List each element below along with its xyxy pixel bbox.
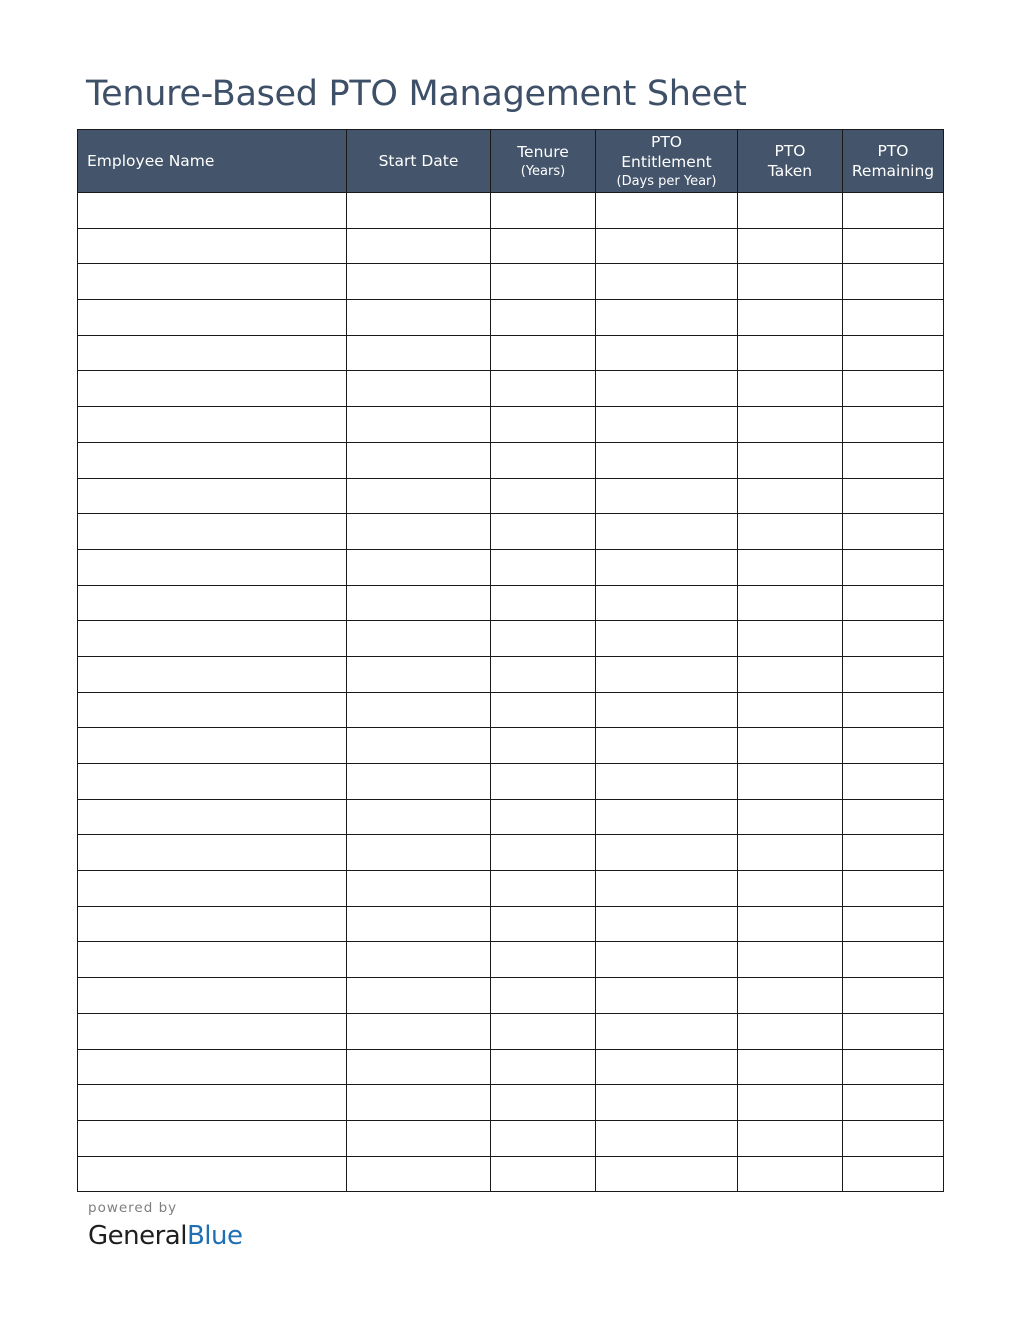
header-label-line2: Entitlement: [621, 152, 712, 171]
brand-name-part2: Blue: [186, 1221, 243, 1251]
table-cell-pto-remaining[interactable]: [843, 1013, 944, 1049]
table-cell-start-date[interactable]: [347, 978, 491, 1014]
table-cell-start-date[interactable]: [347, 799, 491, 835]
table-cell-pto-taken[interactable]: [738, 978, 843, 1014]
brand-name-part1: General: [88, 1221, 187, 1251]
table-cell-pto-remaining[interactable]: [843, 407, 944, 443]
table-cell-pto-remaining[interactable]: [843, 514, 944, 550]
table-cell-pto-taken[interactable]: [738, 264, 843, 300]
table-row: [78, 264, 944, 300]
table-cell-pto-remaining[interactable]: [843, 764, 944, 800]
table-cell-pto-taken[interactable]: [738, 906, 843, 942]
table-cell-employee-name[interactable]: [78, 942, 347, 978]
table-cell-employee-name[interactable]: [78, 764, 347, 800]
table-cell-pto-remaining[interactable]: [843, 942, 944, 978]
brand-logo: [88, 1218, 243, 1254]
table-cell-tenure[interactable]: [491, 692, 596, 728]
table-cell-employee-name[interactable]: [78, 871, 347, 907]
table-cell-pto-taken[interactable]: [738, 585, 843, 621]
table-cell-pto-remaining[interactable]: [843, 478, 944, 514]
header-sublabel: (Years): [520, 163, 566, 179]
table-row: [78, 228, 944, 264]
table-row: [78, 835, 944, 871]
header-row: [78, 130, 944, 193]
table-cell-pto-entitlement[interactable]: [596, 371, 738, 407]
table-cell-start-date[interactable]: [347, 193, 491, 229]
table-cell-employee-name[interactable]: [78, 978, 347, 1014]
table-cell-pto-remaining[interactable]: [843, 300, 944, 336]
table-cell-start-date[interactable]: [347, 300, 491, 336]
table-cell-start-date[interactable]: [347, 264, 491, 300]
table-cell-pto-entitlement[interactable]: [596, 335, 738, 371]
table-cell-pto-entitlement[interactable]: [596, 1120, 738, 1156]
table-row: [78, 871, 944, 907]
table-cell-pto-remaining[interactable]: [843, 978, 944, 1014]
table-cell-pto-entitlement[interactable]: [596, 1013, 738, 1049]
table-cell-start-date[interactable]: [347, 371, 491, 407]
table-cell-start-date[interactable]: [347, 692, 491, 728]
table-cell-employee-name[interactable]: [78, 585, 347, 621]
table-cell-tenure[interactable]: [491, 799, 596, 835]
header-label: PTO: [774, 142, 806, 160]
table-row: [78, 407, 944, 443]
table-cell-pto-entitlement[interactable]: [596, 478, 738, 514]
table-cell-start-date[interactable]: [347, 442, 491, 478]
table-row: [78, 906, 944, 942]
table-cell-employee-name[interactable]: [78, 300, 347, 336]
table-cell-employee-name[interactable]: [78, 1156, 347, 1192]
table-cell-pto-taken[interactable]: [738, 228, 843, 264]
table-cell-pto-remaining[interactable]: [843, 621, 944, 657]
table-cell-tenure[interactable]: [491, 835, 596, 871]
table-row: [78, 300, 944, 336]
table-cell-pto-remaining[interactable]: [843, 835, 944, 871]
table-cell-tenure[interactable]: [491, 335, 596, 371]
table-cell-start-date[interactable]: [347, 1120, 491, 1156]
table-cell-pto-entitlement[interactable]: [596, 407, 738, 443]
table-row: [78, 335, 944, 371]
table-cell-tenure[interactable]: [491, 728, 596, 764]
table-cell-pto-remaining[interactable]: [843, 442, 944, 478]
table-cell-pto-taken[interactable]: [738, 300, 843, 336]
table-cell-pto-entitlement[interactable]: [596, 1085, 738, 1121]
table-cell-start-date[interactable]: [347, 1156, 491, 1192]
table-cell-tenure[interactable]: [491, 1049, 596, 1085]
table-cell-employee-name[interactable]: [78, 835, 347, 871]
table-cell-pto-remaining[interactable]: [843, 906, 944, 942]
header-label-line2: Remaining: [851, 162, 935, 180]
table-cell-pto-taken[interactable]: [738, 799, 843, 835]
pto-table: [77, 129, 944, 1192]
table-cell-pto-taken[interactable]: [738, 871, 843, 907]
header-label-line2: Taken: [767, 162, 813, 180]
table-row: [78, 549, 944, 585]
table-cell-pto-remaining[interactable]: [843, 264, 944, 300]
table-cell-start-date[interactable]: [347, 871, 491, 907]
table-cell-pto-taken[interactable]: [738, 764, 843, 800]
header-label: Employee Name: [87, 152, 215, 170]
table-cell-tenure[interactable]: [491, 1156, 596, 1192]
table-row: [78, 656, 944, 692]
table-cell-pto-entitlement[interactable]: [596, 228, 738, 264]
table-cell-pto-taken[interactable]: [738, 1049, 843, 1085]
table-cell-pto-entitlement[interactable]: [596, 1049, 738, 1085]
table-cell-start-date[interactable]: [347, 835, 491, 871]
table-cell-pto-entitlement[interactable]: [596, 906, 738, 942]
table-cell-employee-name[interactable]: [78, 1049, 347, 1085]
table-cell-pto-entitlement[interactable]: [596, 514, 738, 550]
table-cell-pto-entitlement[interactable]: [596, 871, 738, 907]
table-cell-start-date[interactable]: [347, 335, 491, 371]
table-row: [78, 942, 944, 978]
table-row: [78, 478, 944, 514]
table-row: [78, 1085, 944, 1121]
table-cell-employee-name[interactable]: [78, 906, 347, 942]
table-cell-employee-name[interactable]: [78, 799, 347, 835]
table-cell-tenure[interactable]: [491, 371, 596, 407]
table-cell-start-date[interactable]: [347, 906, 491, 942]
table-cell-pto-remaining[interactable]: [843, 335, 944, 371]
table-cell-tenure[interactable]: [491, 978, 596, 1014]
table-cell-tenure[interactable]: [491, 549, 596, 585]
table-cell-pto-entitlement[interactable]: [596, 942, 738, 978]
footer: [88, 1198, 243, 1254]
table-cell-tenure[interactable]: [491, 264, 596, 300]
table-cell-start-date[interactable]: [347, 478, 491, 514]
table-row: [78, 764, 944, 800]
table-cell-tenure[interactable]: [491, 1120, 596, 1156]
table-cell-pto-entitlement[interactable]: [596, 799, 738, 835]
table-cell-tenure[interactable]: [491, 585, 596, 621]
table-cell-employee-name[interactable]: [78, 478, 347, 514]
table-cell-pto-taken[interactable]: [738, 1013, 843, 1049]
table-cell-employee-name[interactable]: [78, 728, 347, 764]
table-cell-tenure[interactable]: [491, 906, 596, 942]
table-row: [78, 193, 944, 229]
table-cell-tenure[interactable]: [491, 621, 596, 657]
table-cell-employee-name[interactable]: [78, 407, 347, 443]
header-label: Start Date: [378, 152, 459, 170]
table-cell-tenure[interactable]: [491, 764, 596, 800]
table-cell-employee-name[interactable]: [78, 621, 347, 657]
table-cell-pto-taken[interactable]: [738, 335, 843, 371]
table-cell-pto-remaining[interactable]: [843, 871, 944, 907]
table-cell-pto-remaining[interactable]: [843, 692, 944, 728]
table-row: [78, 442, 944, 478]
header-pto-entitlement: [596, 130, 738, 193]
table-row: [78, 728, 944, 764]
table-cell-employee-name[interactable]: [78, 193, 347, 229]
header-start-date: [347, 130, 491, 193]
table-cell-pto-taken[interactable]: [738, 549, 843, 585]
table-cell-pto-entitlement[interactable]: [596, 442, 738, 478]
header-label: Tenure: [517, 142, 569, 161]
table-cell-start-date[interactable]: [347, 1049, 491, 1085]
table-row: [78, 621, 944, 657]
table-cell-pto-remaining[interactable]: [843, 371, 944, 407]
table-row: [78, 1013, 944, 1049]
table-cell-pto-taken[interactable]: [738, 728, 843, 764]
table-cell-pto-remaining[interactable]: [843, 799, 944, 835]
table-cell-tenure[interactable]: [491, 193, 596, 229]
table-cell-start-date[interactable]: [347, 1013, 491, 1049]
table-row: [78, 1156, 944, 1192]
table-cell-tenure[interactable]: [491, 442, 596, 478]
table-row: [78, 514, 944, 550]
page-title: Tenure-Based PTO Management Sheet: [86, 74, 747, 114]
table-cell-pto-remaining[interactable]: [843, 1085, 944, 1121]
table-row: [78, 585, 944, 621]
table-cell-pto-taken[interactable]: [738, 656, 843, 692]
table-row: [78, 692, 944, 728]
table-cell-start-date[interactable]: [347, 549, 491, 585]
header-pto-remaining: [843, 130, 944, 193]
table-cell-pto-entitlement[interactable]: [596, 193, 738, 229]
table-cell-pto-remaining[interactable]: [843, 585, 944, 621]
table-cell-pto-remaining[interactable]: [843, 1049, 944, 1085]
table-cell-pto-entitlement[interactable]: [596, 978, 738, 1014]
table-row: [78, 1049, 944, 1085]
table-cell-employee-name[interactable]: [78, 1085, 347, 1121]
table-cell-start-date[interactable]: [347, 621, 491, 657]
table-cell-pto-entitlement[interactable]: [596, 585, 738, 621]
table-cell-tenure[interactable]: [491, 407, 596, 443]
table-cell-pto-remaining[interactable]: [843, 228, 944, 264]
table-cell-pto-taken[interactable]: [738, 621, 843, 657]
table-cell-start-date[interactable]: [347, 407, 491, 443]
header-employee-name: [78, 130, 347, 193]
table-cell-tenure[interactable]: [491, 300, 596, 336]
table-cell-employee-name[interactable]: [78, 656, 347, 692]
table-cell-start-date[interactable]: [347, 228, 491, 264]
table-cell-start-date[interactable]: [347, 656, 491, 692]
table-cell-tenure[interactable]: [491, 871, 596, 907]
table-cell-pto-entitlement[interactable]: [596, 692, 738, 728]
table-row: [78, 371, 944, 407]
table-cell-pto-entitlement[interactable]: [596, 621, 738, 657]
table-cell-pto-entitlement[interactable]: [596, 549, 738, 585]
table-cell-employee-name[interactable]: [78, 1013, 347, 1049]
table-cell-start-date[interactable]: [347, 1085, 491, 1121]
table-cell-tenure[interactable]: [491, 1085, 596, 1121]
table-cell-tenure[interactable]: [491, 656, 596, 692]
header-tenure: [491, 130, 596, 193]
table-cell-pto-remaining[interactable]: [843, 193, 944, 229]
table-cell-pto-taken[interactable]: [738, 371, 843, 407]
table-cell-pto-taken[interactable]: [738, 407, 843, 443]
table-cell-tenure[interactable]: [491, 228, 596, 264]
table-row: [78, 978, 944, 1014]
table-cell-start-date[interactable]: [347, 585, 491, 621]
table-cell-pto-remaining[interactable]: [843, 549, 944, 585]
table-cell-pto-remaining[interactable]: [843, 1156, 944, 1192]
table-cell-employee-name[interactable]: [78, 228, 347, 264]
table-cell-pto-taken[interactable]: [738, 1156, 843, 1192]
table-cell-pto-entitlement[interactable]: [596, 728, 738, 764]
table-cell-start-date[interactable]: [347, 942, 491, 978]
table-cell-employee-name[interactable]: [78, 335, 347, 371]
table-cell-pto-taken[interactable]: [738, 692, 843, 728]
table-body: [78, 193, 944, 1192]
table-row: [78, 1120, 944, 1156]
table-cell-start-date[interactable]: [347, 728, 491, 764]
header-pto-taken: [738, 130, 843, 193]
table-cell-pto-entitlement[interactable]: [596, 764, 738, 800]
header-label: PTO: [650, 132, 682, 151]
table-cell-pto-remaining[interactable]: [843, 656, 944, 692]
table-cell-pto-taken[interactable]: [738, 942, 843, 978]
table-cell-pto-entitlement[interactable]: [596, 300, 738, 336]
table-cell-start-date[interactable]: [347, 514, 491, 550]
table-cell-pto-entitlement[interactable]: [596, 1156, 738, 1192]
table-cell-employee-name[interactable]: [78, 1120, 347, 1156]
table-cell-pto-remaining[interactable]: [843, 728, 944, 764]
header-label: PTO: [877, 142, 909, 160]
header-sublabel: (Days per Year): [616, 173, 717, 189]
table-cell-tenure[interactable]: [491, 942, 596, 978]
powered-by-text: powered by: [88, 1200, 178, 1216]
table-cell-start-date[interactable]: [347, 764, 491, 800]
table-cell-pto-entitlement[interactable]: [596, 835, 738, 871]
table-cell-pto-taken[interactable]: [738, 1085, 843, 1121]
table-cell-pto-taken[interactable]: [738, 514, 843, 550]
table-cell-employee-name[interactable]: [78, 692, 347, 728]
table-cell-pto-taken[interactable]: [738, 835, 843, 871]
table-cell-employee-name[interactable]: [78, 264, 347, 300]
table-cell-pto-remaining[interactable]: [843, 1120, 944, 1156]
table-cell-tenure[interactable]: [491, 478, 596, 514]
table-cell-employee-name[interactable]: [78, 442, 347, 478]
table-cell-pto-entitlement[interactable]: [596, 264, 738, 300]
table-cell-pto-taken[interactable]: [738, 193, 843, 229]
table-cell-pto-taken[interactable]: [738, 478, 843, 514]
table-cell-employee-name[interactable]: [78, 371, 347, 407]
table-cell-tenure[interactable]: [491, 514, 596, 550]
table-cell-pto-taken[interactable]: [738, 1120, 843, 1156]
table-cell-pto-entitlement[interactable]: [596, 656, 738, 692]
table-cell-employee-name[interactable]: [78, 514, 347, 550]
table-header: [78, 130, 944, 193]
table-cell-pto-taken[interactable]: [738, 442, 843, 478]
table-cell-tenure[interactable]: [491, 1013, 596, 1049]
table-row: [78, 799, 944, 835]
table-cell-employee-name[interactable]: [78, 549, 347, 585]
